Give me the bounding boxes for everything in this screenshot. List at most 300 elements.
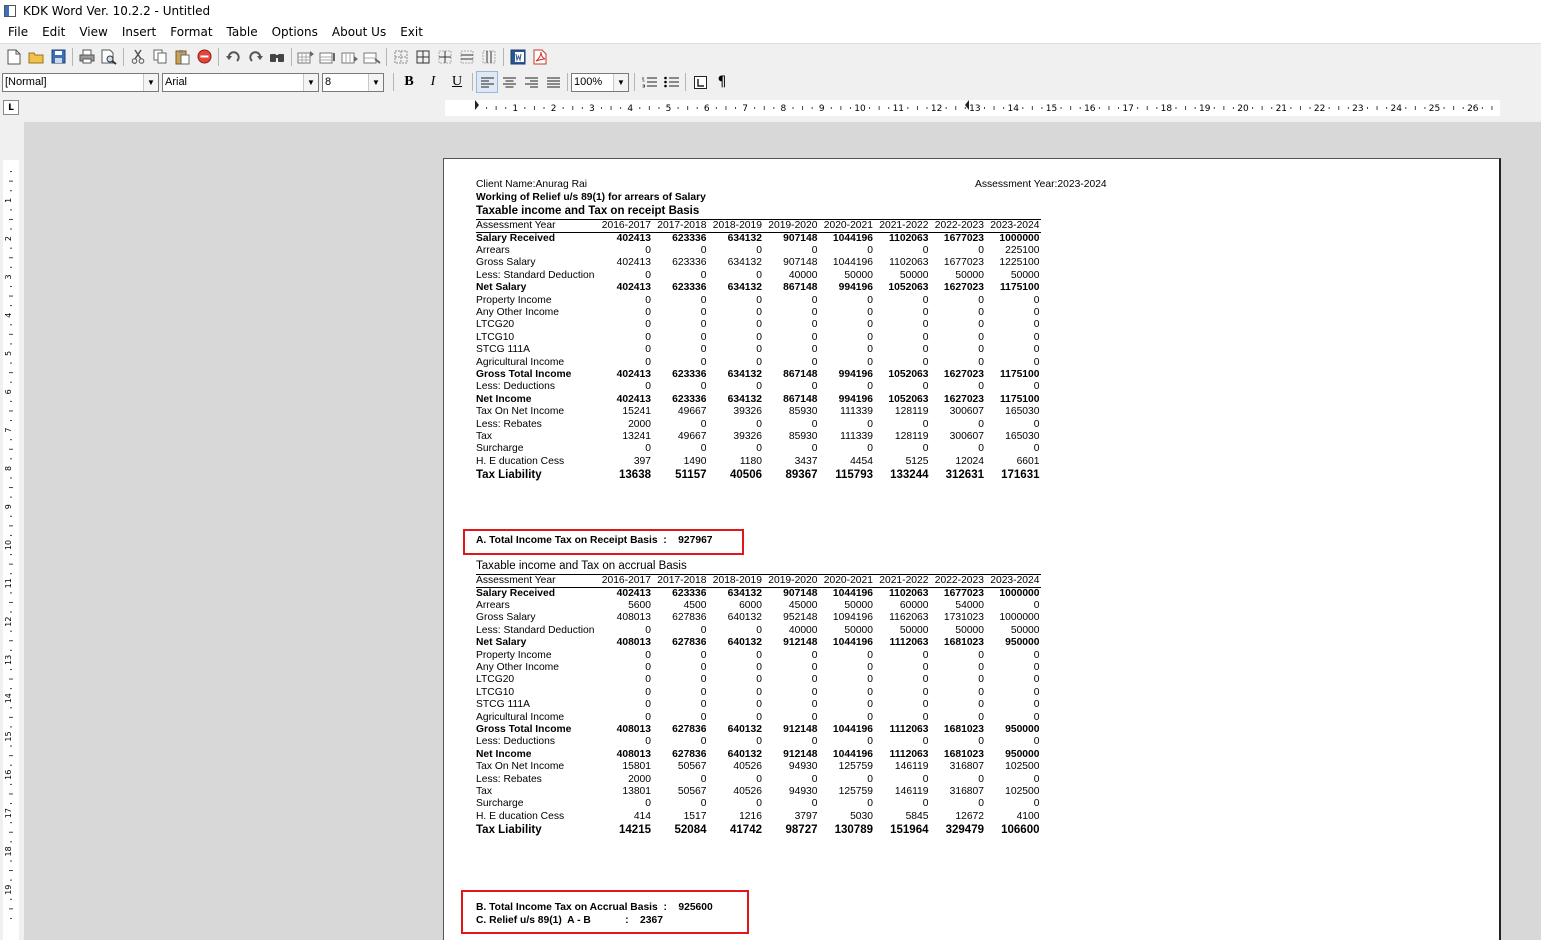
redo-icon[interactable] <box>244 46 266 68</box>
cell-value: 0 <box>756 661 762 673</box>
table-row <box>476 319 1041 331</box>
toolbar-separator <box>685 73 686 91</box>
table-row <box>476 369 1041 381</box>
cell-value: 867148 <box>783 393 818 405</box>
cell-value: 0 <box>700 661 707 673</box>
cell-value: 50567 <box>677 761 707 773</box>
cell-value: 0 <box>645 674 651 686</box>
menu-view[interactable]: View <box>79 25 108 39</box>
header-label: Assessment Year <box>476 575 597 588</box>
cell-value: 0 <box>922 699 929 711</box>
cell-value: 165030 <box>1005 431 1040 442</box>
toolbar-separator <box>393 73 394 91</box>
cell-value: 907148 <box>783 232 818 244</box>
receipt-section-title: Taxable income and Tax on receipt Basis <box>476 205 700 217</box>
table-row <box>476 232 1041 245</box>
cell-value: 49667 <box>677 431 707 442</box>
cell-value: 40526 <box>733 786 762 797</box>
grid-inner-icon[interactable] <box>434 46 456 68</box>
cell-value: 50000 <box>844 599 873 611</box>
cell-value: 0 <box>922 356 929 368</box>
cell-value: 640132 <box>727 612 762 624</box>
cell-value: 0 <box>700 649 707 661</box>
year-header: 2022-2023 <box>930 575 986 588</box>
cell-value: 0 <box>1033 736 1040 748</box>
undo-icon[interactable] <box>222 46 244 68</box>
cell-value: 1677023 <box>943 587 984 599</box>
cell-value: 0 <box>700 294 707 306</box>
ruler-number: 17 <box>4 808 13 819</box>
toolbar-separator <box>291 48 292 66</box>
cell-value: 0 <box>978 381 984 393</box>
cell-value: 0 <box>1033 356 1040 368</box>
cell-value: 1052063 <box>888 282 929 294</box>
row-label: Arrears <box>476 244 510 256</box>
cell-value: 54000 <box>955 599 984 611</box>
cell-value: 0 <box>811 306 818 318</box>
table-row <box>476 736 1041 748</box>
ruler-number: 8 <box>780 104 787 114</box>
cell-value: 0 <box>1033 599 1040 611</box>
cell-value: 89367 <box>785 469 818 482</box>
assessment-year-title: Assessment Year:2023-2024 <box>975 179 1107 190</box>
paste-icon[interactable] <box>171 46 193 68</box>
cell-value: 0 <box>922 674 929 686</box>
cell-value: 950000 <box>1005 748 1040 760</box>
cell-value: 1044196 <box>832 723 873 735</box>
row-label: LTCG20 <box>476 319 515 331</box>
cell-value: 15801 <box>622 761 651 773</box>
year-header: 2020-2021 <box>819 575 875 588</box>
cell-value: 867148 <box>783 282 818 294</box>
page-break-icon[interactable] <box>689 71 711 93</box>
cell-value: 102500 <box>1005 786 1040 797</box>
cell-value: 0 <box>867 798 873 810</box>
cell-value: 106600 <box>1001 824 1040 837</box>
ruler-number: 6 <box>703 104 710 114</box>
document-page[interactable] <box>443 158 1501 940</box>
cell-value: 0 <box>756 674 762 686</box>
row-label: LTCG20 <box>476 674 515 686</box>
cell-value: 0 <box>922 443 929 455</box>
cell-value: 0 <box>756 699 762 711</box>
menu-exit[interactable]: Exit <box>400 25 423 39</box>
cell-value: 111339 <box>840 406 873 418</box>
cell-value: 0 <box>700 418 707 430</box>
toolbar-separator <box>472 73 473 91</box>
table-row <box>476 431 1041 443</box>
cell-value: 640132 <box>727 637 762 649</box>
cell-value: 0 <box>700 319 707 331</box>
cell-value: 0 <box>756 736 762 748</box>
cell-value: 0 <box>867 319 873 331</box>
year-header: 2023-2024 <box>985 220 1041 233</box>
numbered-list-icon[interactable] <box>638 71 660 93</box>
cell-value: 1175100 <box>999 368 1040 380</box>
cell-value: 1112063 <box>889 723 929 735</box>
ruler-number: 1 <box>512 104 519 114</box>
print-icon[interactable] <box>76 46 98 68</box>
cell-value: 0 <box>922 294 929 306</box>
year-header: 2017-2018 <box>652 220 708 233</box>
tab-stop-selector[interactable]: L <box>3 100 19 115</box>
toolbar-separator <box>386 48 387 66</box>
menu-edit[interactable]: Edit <box>42 25 66 39</box>
cell-value: 0 <box>645 661 651 673</box>
vertical-ruler[interactable] <box>0 122 24 940</box>
style-value: [Normal] <box>5 76 47 88</box>
grid-rows-icon[interactable] <box>456 46 478 68</box>
cell-value: 85930 <box>788 431 818 442</box>
cell-value: 634132 <box>727 257 762 269</box>
cell-value: 1112063 <box>889 637 929 649</box>
cell-value: 0 <box>922 244 929 256</box>
cell-value: 1052063 <box>888 393 929 405</box>
ruler-number: 9 <box>818 104 825 114</box>
cell-value: 0 <box>867 294 873 306</box>
table-row <box>476 381 1041 393</box>
ruler-number: 15 <box>1045 104 1058 114</box>
toolbar-separator <box>567 73 568 91</box>
cell-value: 40526 <box>733 761 762 773</box>
cell-value: 640132 <box>727 723 762 735</box>
table-row <box>476 637 1041 649</box>
cell-value: 0 <box>756 418 762 430</box>
find-icon[interactable] <box>266 46 288 68</box>
cell-value: 51157 <box>675 469 707 482</box>
cell-value: 867148 <box>783 368 818 380</box>
cell-value: 1044196 <box>832 637 873 649</box>
cell-value: 6601 <box>1016 455 1040 467</box>
accrual-basis-table <box>476 574 1041 837</box>
cell-value: 39326 <box>733 406 762 418</box>
zoom-value: 100% <box>574 76 603 88</box>
chevron-down-icon[interactable]: ▼ <box>143 74 158 91</box>
row-label: Less: Standard Deduction <box>476 624 595 636</box>
cell-value: 1677023 <box>943 257 984 269</box>
cell-value: 0 <box>756 269 762 281</box>
cell-value: 3797 <box>794 810 818 822</box>
cell-value: 0 <box>978 244 984 256</box>
toolbar-separator <box>123 48 124 66</box>
toolbar-separator <box>72 48 73 66</box>
cell-value: 0 <box>811 699 818 711</box>
align-justify-icon[interactable] <box>542 71 564 93</box>
cell-value: 0 <box>1033 319 1040 331</box>
pdf-export-icon[interactable] <box>529 46 551 68</box>
table-row <box>476 823 1041 837</box>
new-document-icon[interactable] <box>3 46 25 68</box>
cell-value: 1112063 <box>889 748 929 760</box>
table-row <box>476 674 1041 686</box>
cell-value: 45000 <box>788 599 818 611</box>
cell-value: 0 <box>645 686 651 698</box>
cell-value: 0 <box>700 356 707 368</box>
bold-button[interactable]: B <box>404 74 414 89</box>
table-row-icon[interactable] <box>317 46 339 68</box>
cell-value: 0 <box>1033 798 1040 810</box>
cell-value: 0 <box>700 269 707 281</box>
cell-value: 0 <box>978 711 984 723</box>
cell-value: 0 <box>978 661 984 673</box>
cell-value: 0 <box>922 649 929 661</box>
table-row <box>476 270 1041 282</box>
cell-value: 408013 <box>616 612 651 624</box>
cell-value: 0 <box>1033 331 1040 343</box>
cell-value: 0 <box>922 306 929 318</box>
cell-value: 0 <box>811 711 818 723</box>
cell-value: 0 <box>700 674 707 686</box>
cell-value: 41742 <box>730 824 762 837</box>
show-paragraph-icon[interactable]: ¶ <box>717 74 727 90</box>
menu-file[interactable]: File <box>8 25 29 39</box>
cell-value: 111339 <box>840 431 873 442</box>
ruler-number: 5 <box>4 350 13 357</box>
cell-value: 1681023 <box>943 723 984 735</box>
cell-value: 49667 <box>677 406 707 418</box>
table-row <box>476 712 1041 724</box>
accrual-section-title: Taxable income and Tax on accrual Basis <box>476 560 687 572</box>
row-label: Tax <box>476 431 493 442</box>
cell-value: 1216 <box>739 810 762 822</box>
cell-value: 0 <box>645 711 651 723</box>
cell-value: 634132 <box>727 587 762 599</box>
cell-value: 0 <box>867 661 873 673</box>
delete-icon[interactable] <box>193 46 215 68</box>
cell-value: 634132 <box>727 393 762 405</box>
cell-value: 1000000 <box>999 587 1040 599</box>
cell-value: 0 <box>700 699 707 711</box>
cell-value: 0 <box>811 331 818 343</box>
cell-value: 0 <box>700 798 707 810</box>
style-select[interactable] <box>2 73 159 92</box>
ruler-number: 7 <box>4 427 13 433</box>
toolbar-separator <box>634 73 635 91</box>
cell-value: 1175100 <box>999 282 1040 294</box>
underline-button[interactable]: U <box>451 74 463 89</box>
copy-icon[interactable] <box>149 46 171 68</box>
ruler-number: 10 <box>854 104 866 114</box>
cell-value: 408013 <box>616 637 651 649</box>
cell-value: 0 <box>867 711 873 723</box>
cell-value: 0 <box>867 674 873 686</box>
cell-value: 0 <box>978 686 984 698</box>
menu-options[interactable]: Options <box>271 25 318 39</box>
row-label: Net Salary <box>476 282 527 294</box>
menu-table[interactable]: Table <box>226 25 258 39</box>
word-export-icon[interactable] <box>507 46 529 68</box>
cell-value: 0 <box>811 686 818 698</box>
grid-solid-icon[interactable] <box>412 46 434 68</box>
cell-value: 40000 <box>788 624 818 636</box>
row-label: Agricultural Income <box>476 711 565 723</box>
cell-value: 0 <box>811 773 818 785</box>
open-folder-icon[interactable] <box>25 46 47 68</box>
ruler-number: 18 <box>1160 104 1173 114</box>
cell-value: 50000 <box>955 269 984 281</box>
cell-value: 171631 <box>1001 469 1040 482</box>
cell-value: 0 <box>645 381 651 393</box>
cell-value: 627836 <box>672 723 707 735</box>
cell-value: 40000 <box>788 269 818 281</box>
ruler-number: 24 <box>1390 104 1402 114</box>
table-row <box>476 625 1041 637</box>
cell-value: 0 <box>645 624 651 636</box>
cell-value: 1162063 <box>889 612 929 624</box>
cell-value: 0 <box>867 443 873 455</box>
cut-icon[interactable] <box>127 46 149 68</box>
cell-value: 0 <box>867 699 873 711</box>
horizontal-ruler[interactable] <box>445 100 1500 116</box>
cell-value: 0 <box>922 661 929 673</box>
cell-value: 102500 <box>1005 761 1040 773</box>
grid-cols-icon[interactable] <box>478 46 500 68</box>
cell-value: 0 <box>700 381 707 393</box>
bullet-list-icon[interactable] <box>660 71 682 93</box>
menu-about-us[interactable]: About Us <box>331 25 387 39</box>
ruler-number: 11 <box>4 578 13 589</box>
cell-value: 0 <box>922 418 929 430</box>
table-row <box>476 419 1041 431</box>
cell-value: 0 <box>922 381 929 393</box>
ruler-number: 20 <box>1237 104 1249 114</box>
align-center-icon[interactable] <box>498 71 520 93</box>
zoom-select[interactable] <box>571 73 629 92</box>
cell-value: 0 <box>645 356 651 368</box>
document-workspace <box>24 122 1541 940</box>
table-merge-icon[interactable] <box>361 46 383 68</box>
year-header: 2023-2024 <box>985 575 1041 588</box>
cell-value: 627836 <box>672 612 707 624</box>
menu-format[interactable]: Format <box>170 25 213 39</box>
menu-insert[interactable]: Insert <box>121 25 157 39</box>
cell-value: 0 <box>922 344 929 356</box>
receipt-basis-table <box>476 219 1041 482</box>
cell-value: 0 <box>811 443 818 455</box>
year-header: 2016-2017 <box>597 220 653 233</box>
font-size-select[interactable] <box>322 73 384 92</box>
cell-value: 50000 <box>955 624 984 636</box>
cell-value: 0 <box>700 344 707 356</box>
cell-value: 0 <box>645 269 651 281</box>
cell-value: 300607 <box>949 431 984 442</box>
cell-value: 60000 <box>899 599 929 611</box>
row-label: Tax On Net Income <box>476 761 565 773</box>
font-select[interactable] <box>162 73 319 92</box>
year-header: 2021-2022 <box>874 220 930 233</box>
italic-button[interactable]: I <box>430 74 436 89</box>
chevron-down-icon[interactable]: ▼ <box>303 74 318 91</box>
cell-value: 0 <box>756 773 762 785</box>
cell-value: 397 <box>633 455 651 467</box>
cell-value: 0 <box>756 244 762 256</box>
row-label: Tax Liability <box>476 824 542 837</box>
cell-value: 0 <box>700 331 707 343</box>
print-preview-icon[interactable] <box>98 46 120 68</box>
cell-value: 0 <box>867 344 873 356</box>
row-label: Gross Total Income <box>476 368 572 380</box>
table-row <box>476 468 1041 482</box>
cell-value: 50000 <box>899 624 929 636</box>
cell-value: 994196 <box>838 368 873 380</box>
table-row <box>476 650 1041 662</box>
table-column-icon[interactable] <box>339 46 361 68</box>
cell-value: 912148 <box>783 637 818 649</box>
cell-value: 414 <box>633 810 651 822</box>
cell-value: 0 <box>700 686 707 698</box>
cell-value: 13241 <box>622 431 651 442</box>
left-indent-marker[interactable] <box>475 100 479 110</box>
cell-value: 0 <box>867 649 873 661</box>
cell-value: 0 <box>700 736 707 748</box>
row-label: STCG 111A <box>476 344 530 356</box>
cell-value: 907148 <box>783 257 818 269</box>
table-row <box>476 456 1041 468</box>
cell-value: 1627023 <box>943 368 984 380</box>
table-row <box>476 245 1041 257</box>
align-right-icon[interactable] <box>520 71 542 93</box>
save-icon[interactable] <box>47 46 69 68</box>
ruler-number: 17 <box>1122 104 1134 114</box>
cell-value: 316807 <box>949 761 984 773</box>
cell-value: 0 <box>811 661 818 673</box>
row-label: STCG 111A <box>476 699 530 711</box>
cell-value: 0 <box>811 319 818 331</box>
ruler-number: 9 <box>4 504 13 510</box>
cell-value: 15241 <box>622 406 651 418</box>
cell-value: 1627023 <box>943 282 984 294</box>
cell-value: 0 <box>756 381 762 393</box>
cell-value: 52084 <box>674 824 707 837</box>
row-label: LTCG10 <box>476 331 515 343</box>
row-label: Salary Received <box>476 232 555 244</box>
row-label: Salary Received <box>476 587 555 599</box>
grid-dotted-icon[interactable] <box>390 46 412 68</box>
standard-toolbar <box>0 43 1541 69</box>
table-header-row <box>476 220 1041 233</box>
cell-value: 0 <box>756 344 762 356</box>
row-label: Tax On Net Income <box>476 406 565 418</box>
title-bar <box>0 0 1541 22</box>
align-left-icon[interactable] <box>476 71 498 93</box>
table-row <box>476 357 1041 369</box>
cell-value: 115793 <box>835 469 873 482</box>
cell-value: 0 <box>700 711 707 723</box>
cell-value: 329479 <box>945 824 984 837</box>
cell-value: 623336 <box>672 232 707 244</box>
cell-value: 0 <box>756 294 762 306</box>
cell-value: 0 <box>922 711 929 723</box>
cell-value: 627836 <box>672 748 707 760</box>
header-label: Assessment Year <box>476 220 597 233</box>
cell-value: 0 <box>645 649 651 661</box>
toolbar-separator <box>218 48 219 66</box>
ruler-bar <box>0 95 1541 122</box>
table-insert-icon[interactable] <box>295 46 317 68</box>
table-row <box>476 811 1041 823</box>
cell-value: 1094196 <box>832 612 873 624</box>
cell-value: 994196 <box>838 282 873 294</box>
cell-value: 0 <box>811 244 818 256</box>
cell-value: 146119 <box>894 786 929 797</box>
cell-value: 1044196 <box>832 232 873 244</box>
cell-value: 1000000 <box>999 612 1040 624</box>
cell-value: 0 <box>811 798 818 810</box>
chevron-down-icon[interactable]: ▼ <box>613 74 628 91</box>
cell-value: 994196 <box>838 393 873 405</box>
cell-value: 0 <box>978 418 984 430</box>
chevron-down-icon[interactable]: ▼ <box>368 74 383 91</box>
